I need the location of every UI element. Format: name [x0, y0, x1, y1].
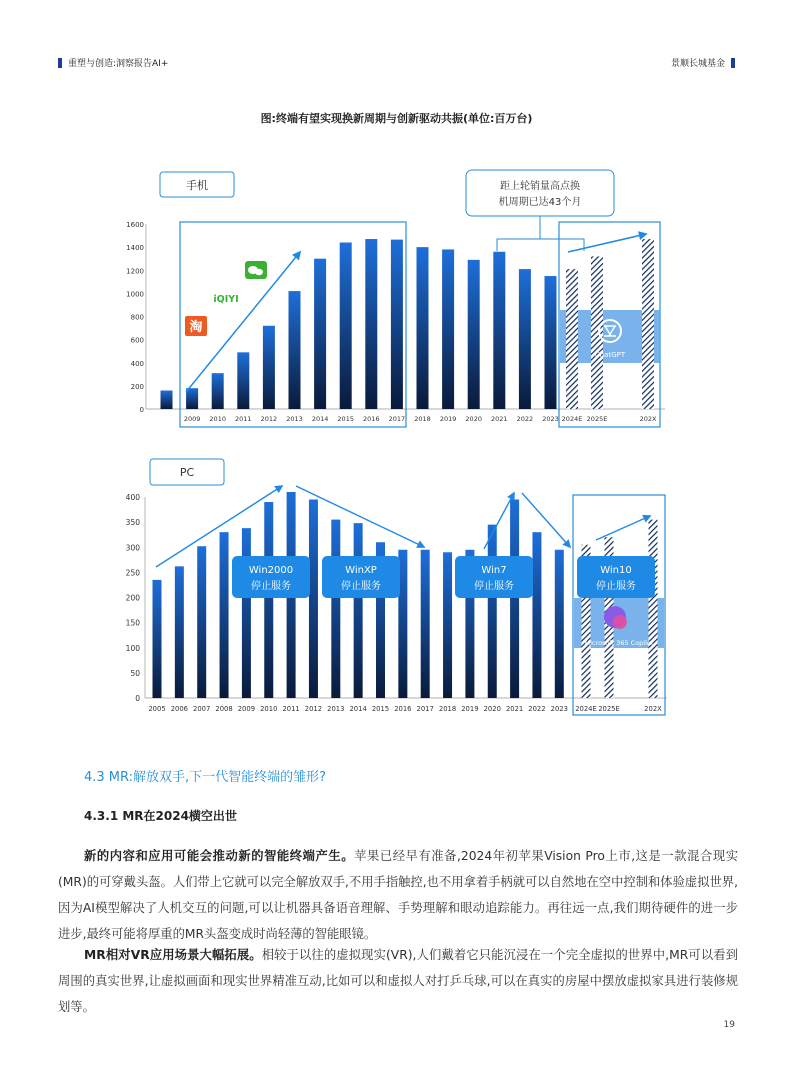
phone-bar: [161, 391, 173, 410]
pc-event-line2: 停止服务: [596, 581, 636, 592]
phone-y-tick-label: 200: [130, 382, 144, 391]
phone-x-tick-label: 2009: [183, 415, 201, 423]
pc-x-tick-label: 2018: [438, 705, 457, 713]
pc-x-tick-label: 2006: [170, 705, 189, 713]
phone-x-tick-label: 2022: [516, 415, 534, 423]
pc-x-tick-label: 2017: [416, 705, 434, 713]
paragraph-1-lead: 新的内容和应用可能会推动新的智能终端产生。: [84, 849, 355, 863]
phone-callout-bracket: [497, 239, 584, 251]
phone-bar: [417, 247, 429, 409]
pc-event-line2: 停止服务: [341, 581, 381, 592]
phone-callout-line2: 机周期已达43个月: [498, 197, 582, 208]
chatgpt-label: ChatGPT: [594, 351, 626, 359]
phone-bar: [237, 352, 249, 409]
pc-trend-arrow: [156, 486, 282, 567]
header-left-text: 重塑与创造:洞察报告AI+: [68, 59, 169, 69]
phone-x-tick-label: 2024E: [561, 415, 583, 423]
pc-x-tick-label: 2005: [148, 705, 166, 713]
phone-bar: [391, 240, 403, 409]
pc-y-tick-label: 400: [125, 493, 140, 502]
pc-x-tick-label: 2016: [394, 705, 412, 713]
phone-x-tick-label: 2017: [388, 415, 406, 423]
pc-x-tick-label: 2013: [327, 705, 345, 713]
pc-event-line2: 停止服务: [474, 581, 514, 592]
pc-bar: [331, 520, 340, 698]
paragraph-1: [58, 843, 738, 947]
pc-x-tick-label: 2025E: [598, 705, 620, 713]
phone-y-tick-label: 0: [139, 406, 144, 414]
pc-trend-arrow: [522, 493, 570, 547]
phone-y-tick-label: 400: [130, 359, 144, 368]
pc-bar: [510, 500, 519, 698]
phone-bar: [186, 388, 198, 409]
pc-chart: [126, 459, 667, 715]
paragraph-1-body: 苹果已经早有准备,2024年初苹果Vision Pro上市,这是一款混合现实(MR)的可穿戴头盔。人们带上它就可以完全解放双手,不用手指触控,也不用拿着手柄就可以自然地在空中控制和体验虚拟世界,因为AI模型解决了人机交互的问题,可以让机器具备语音理解、手势理解和眼动追踪能力。再往远一点,我们期待硬件的进一步进步,最终可能将厚重的MR头盔变成时尚轻薄的智能眼镜。: [58, 849, 738, 941]
phone-bar: [468, 260, 480, 409]
pc-y-tick-label: 100: [125, 643, 140, 653]
figure-title: 图:终端有望实现换新周期与创新驱动共振(单位:百万台): [260, 112, 533, 125]
paragraph-2-body: 相较于以往的虚拟现实(VR),人们戴着它只能沉浸在一个完全虚拟的世界中,MR可以看到周围的真实世界,让虚拟画面和现实世界精准互动,比如可以和虚拟人对打乒乓球,可以在真实的房屋中摆放虚拟家具进行装修规划等。: [58, 948, 738, 1014]
pc-bar: [242, 528, 251, 698]
pc-event-line1: Win10: [600, 565, 632, 576]
phone-x-tick-label: 2018: [414, 415, 431, 423]
pc-bar: [354, 523, 363, 698]
phone-bar: [340, 243, 352, 410]
pc-x-tick-label: 2019: [461, 705, 479, 713]
phone-bar: [566, 269, 578, 409]
phone-y-tick-label: 1000: [126, 290, 144, 299]
phone-x-tick-label: 2011: [235, 415, 252, 423]
pc-title: PC: [179, 466, 195, 479]
phone-y-tick-label: 1400: [126, 244, 144, 253]
phone-bar: [263, 326, 275, 409]
pc-y-tick-label: 350: [125, 518, 140, 528]
phone-bar: [314, 259, 326, 409]
pc-x-tick-label: 2021: [505, 705, 524, 713]
phone-bar: [365, 239, 377, 409]
phone-bar: [289, 291, 301, 409]
pc-bar: [421, 550, 430, 698]
phone-x-tick-label: 2021: [491, 415, 508, 423]
pc-event-line2: 停止服务: [251, 581, 291, 592]
phone-x-tick-label: 2014: [311, 415, 329, 423]
pc-bar: [488, 525, 497, 698]
paragraph-2: [58, 942, 738, 1020]
iqiyi-logo-text: iQIYI: [213, 294, 239, 305]
pc-x-tick-label: 2014: [349, 705, 367, 713]
pc-x-tick-label: 2009: [237, 705, 256, 713]
section-heading: 4.3 MR:解放双手,下一代智能终端的雏形?: [84, 770, 327, 785]
taobao-icon-text: 淘: [189, 320, 203, 335]
phone-x-tick-label: 2025E: [586, 415, 608, 423]
pc-bar: [175, 566, 184, 698]
pc-trend-arrow: [484, 493, 514, 549]
pc-trend-arrow: [596, 516, 650, 540]
phone-forecast-arrow: [568, 234, 646, 252]
pc-y-tick-label: 200: [125, 593, 140, 603]
phone-bar: [212, 373, 224, 409]
pc-event-line1: Win2000: [248, 565, 294, 576]
pc-bar: [220, 532, 229, 698]
pc-x-tick-label: 2020: [483, 705, 501, 713]
pc-x-tick-label: 2024E: [575, 705, 597, 713]
phone-callout-box: [466, 170, 614, 216]
pc-y-tick-label: 300: [125, 543, 140, 553]
page-number: 19: [723, 1020, 735, 1030]
phone-bar: [442, 249, 454, 409]
pc-x-tick-label: 2010: [260, 705, 278, 713]
pc-event-line1: Win7: [481, 565, 507, 576]
phone-bar: [519, 269, 531, 409]
pc-x-tick-label: 2008: [215, 705, 233, 713]
pc-y-tick-label: 50: [130, 668, 140, 678]
pc-x-tick-label: 2011: [282, 705, 300, 713]
pc-y-tick-label: 250: [125, 568, 140, 578]
phone-x-tick-label: 2019: [439, 415, 457, 423]
pc-x-tick-label: 2023: [550, 705, 568, 713]
pc-x-tick-label: 2022: [528, 705, 546, 713]
section-subheading: 4.3.1 MR在2024横空出世: [84, 809, 237, 823]
phone-bar: [493, 252, 505, 409]
pc-event-line1: WinXP: [345, 565, 377, 576]
phone-y-tick-label: 600: [130, 336, 144, 345]
phone-bar: [545, 276, 557, 409]
pc-bar: [532, 532, 541, 698]
phone-y-tick-label: 800: [130, 313, 144, 322]
phone-x-tick-label: 2020: [465, 415, 482, 423]
phone-x-tick-label: 2012: [260, 415, 278, 423]
phone-x-tick-label: 2015: [337, 415, 354, 423]
header-right-text: 景顺长城基金: [670, 59, 725, 69]
pc-bar: [443, 552, 452, 698]
phone-chart: [126, 170, 665, 427]
pc-x-tick-label: 2015: [371, 705, 390, 713]
wechat-bubble2-icon: [255, 269, 263, 275]
phone-x-tick-label: 202X: [639, 415, 657, 423]
phone-bar: [642, 239, 654, 409]
phone-y-tick-label: 1600: [126, 221, 144, 229]
copilot-icon-inner: [613, 615, 627, 629]
copilot-label: Microsoft 365 Copilot: [584, 639, 654, 647]
pc-bar: [264, 502, 273, 698]
paragraph-2-lead: MR相对VR应用场景大幅拓展。: [84, 948, 262, 962]
phone-title: 手机: [186, 179, 208, 192]
pc-bar: [197, 546, 206, 698]
phone-x-tick-label: 2016: [363, 415, 380, 423]
pc-bar: [153, 580, 162, 698]
pc-bar: [309, 500, 318, 698]
pc-x-tick-label: 2012: [304, 705, 323, 713]
phone-x-tick-label: 2010: [209, 415, 226, 423]
phone-x-tick-label: 2023: [542, 415, 559, 423]
phone-y-tick-label: 1200: [126, 267, 144, 276]
pc-y-tick-label: 0: [135, 694, 140, 703]
pc-x-tick-label: 2007: [193, 705, 211, 713]
pc-bar: [555, 550, 564, 698]
pc-y-tick-label: 150: [125, 618, 140, 628]
pc-x-tick-label: 202X: [644, 705, 662, 713]
phone-x-tick-label: 2013: [286, 415, 303, 423]
phone-callout-line1: 距上轮销量高点换: [500, 181, 580, 192]
pc-bar: [649, 520, 658, 698]
phone-bar: [591, 256, 603, 409]
